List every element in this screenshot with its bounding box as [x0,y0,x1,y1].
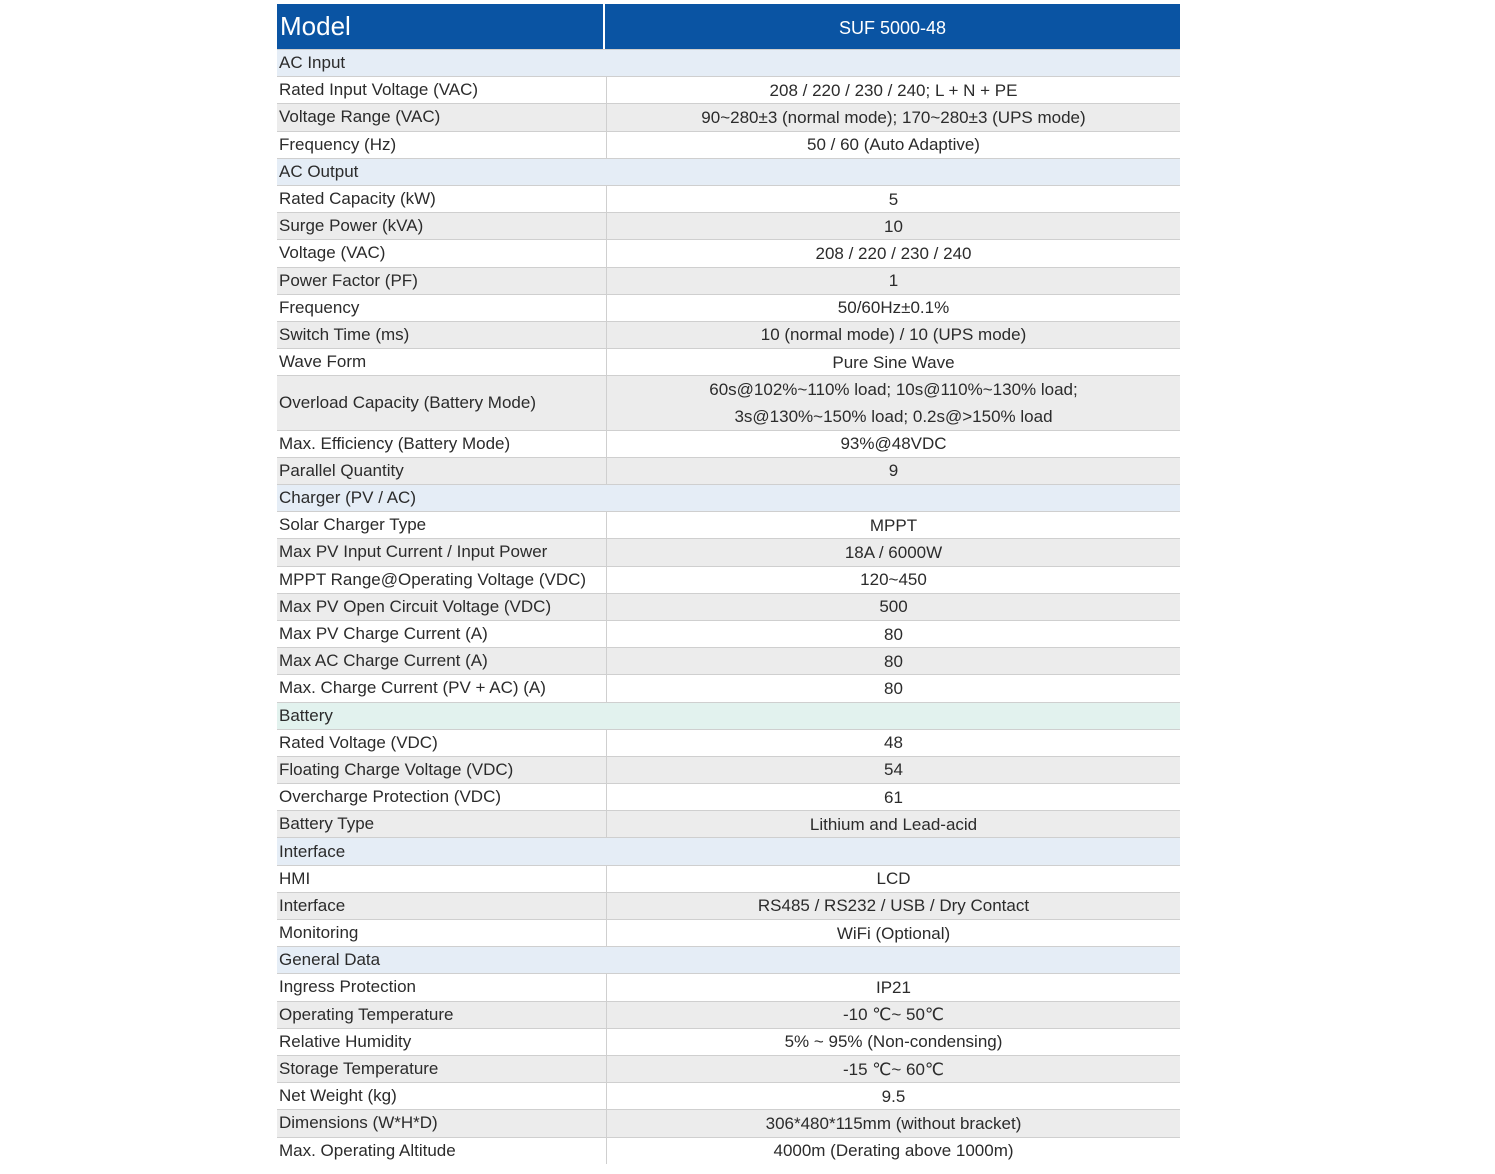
table-row [277,783,1180,810]
spec-label: Ingress Protection [277,974,607,1000]
spec-label: Rated Input Voltage (VAC) [277,77,607,103]
table-row [277,212,1180,239]
spec-value: 306*480*115mm (without bracket) [765,1113,1022,1133]
table-row [277,1055,1180,1082]
spec-label: Max AC Charge Current (A) [277,648,607,674]
spec-value: 18A / 6000W [844,542,943,562]
table-row [277,1082,1180,1109]
spec-value: RS485 / RS232 / USB / Dry Contact [757,896,1030,916]
spec-value: IP21 [876,977,911,997]
spec-label: Interface [277,893,607,919]
table-row [277,511,1180,538]
spec-label: Max. Efficiency (Battery Mode) [277,431,607,457]
table-row [277,185,1180,212]
table-row [277,538,1180,565]
table-row [277,76,1180,103]
table-row [277,620,1180,647]
spec-label: Overload Capacity (Battery Mode) [277,376,607,429]
spec-label: Wave Form [277,349,607,375]
spec-label: Voltage (VAC) [277,240,607,266]
spec-value: 10 (normal mode) / 10 (UPS mode) [760,325,1027,345]
spec-label: Rated Voltage (VDC) [277,730,607,756]
section-title: Charger (PV / AC) [279,488,416,508]
spec-value: -15 ℃~ 60℃ [842,1059,945,1079]
spec-value: 9.5 [881,1086,906,1106]
table-row [277,892,1180,919]
table-row [277,865,1180,892]
spec-label: Max PV Charge Current (A) [277,621,607,647]
section-header [277,702,1180,729]
spec-value: 93%@48VDC [840,434,947,454]
table-row [277,566,1180,593]
table-row [277,1001,1180,1028]
spec-label: Storage Temperature [277,1056,607,1082]
spec-label: Voltage Range (VAC) [277,104,607,130]
spec-label: Net Weight (kg) [277,1083,607,1109]
spec-label: Floating Charge Voltage (VDC) [277,757,607,783]
spec-value: 5% ~ 95% (Non-condensing) [784,1032,1003,1052]
table-row [277,321,1180,348]
spec-value: 80 [884,651,903,671]
spec-label: Parallel Quantity [277,458,607,484]
spec-label: Monitoring [277,920,607,946]
spec-value: LCD [876,869,911,889]
spec-value: WiFi (Optional) [836,923,951,943]
spec-label: Battery Type [277,811,607,837]
table-row [277,430,1180,457]
spec-value: Pure Sine Wave [832,352,955,372]
spec-value: 60s@102%~110% load; 10s@110%~130% load; 3s@130%~150% load; 0.2s@>150% load [709,379,1078,426]
section-header [277,49,1180,76]
spec-value: 90~280±3 (normal mode); 170~280±3 (UPS mode) [701,107,1086,127]
spec-label: Frequency [277,295,607,321]
table-row [277,593,1180,620]
spec-value: 61 [884,787,903,807]
spec-label: Max PV Input Current / Input Power [277,539,607,565]
spec-value: -10 ℃~ 50℃ [842,1005,945,1025]
spec-value: 120~450 [860,570,927,590]
spec-value: 50/60Hz±0.1% [837,298,950,318]
section-title: Battery [279,705,333,725]
spec-label: Frequency (Hz) [277,132,607,158]
spec-value: 1 [888,271,899,291]
table-row [277,375,1180,429]
table-row [277,810,1180,837]
spec-label: Power Factor (PF) [277,268,607,294]
section-title: General Data [279,950,381,970]
spec-label: HMI [277,866,607,892]
spec-label: Max PV Open Circuit Voltage (VDC) [277,594,607,620]
spec-value: 50 / 60 (Auto Adaptive) [807,135,980,155]
table-row [277,973,1180,1000]
model-label: Model [277,4,605,49]
table-row [277,348,1180,375]
section-title: AC Output [279,161,359,181]
table-row [277,457,1180,484]
section-header [277,158,1180,185]
model-value: SUF 5000-48 [838,18,947,38]
spec-label: Overcharge Protection (VDC) [277,784,607,810]
spec-label: Dimensions (W*H*D) [277,1110,607,1136]
spec-label: Rated Capacity (kW) [277,186,607,212]
table-header [277,4,1180,49]
spec-value: 80 [884,678,903,698]
table-body [277,49,1180,1164]
spec-table [277,4,1180,1164]
table-row [277,131,1180,158]
spec-label: Max. Operating Altitude [277,1138,607,1164]
spec-value: 5 [888,189,899,209]
table-row [277,647,1180,674]
table-row [277,674,1180,701]
spec-label: MPPT Range@Operating Voltage (VDC) [277,567,607,593]
table-row [277,756,1180,783]
section-title: Interface [279,841,346,861]
table-row [277,1109,1180,1136]
table-row [277,1137,1180,1164]
spec-label: Solar Charger Type [277,512,607,538]
spec-label: Switch Time (ms) [277,322,607,348]
spec-value: 208 / 220 / 230 / 240; L + N + PE [769,80,1018,100]
spec-label: Relative Humidity [277,1029,607,1055]
spec-value: 80 [884,624,903,644]
spec-value: MPPT [869,515,918,535]
spec-value: Lithium and Lead-acid [809,814,978,834]
spec-value: 54 [884,760,903,780]
spec-label: Surge Power (kVA) [277,213,607,239]
section-header [277,484,1180,511]
spec-value: 9 [888,461,899,481]
table-row [277,919,1180,946]
table-row [277,1028,1180,1055]
table-row [277,294,1180,321]
table-row [277,267,1180,294]
table-row [277,729,1180,756]
table-row [277,103,1180,130]
spec-label: Max. Charge Current (PV + AC) (A) [277,675,607,701]
section-header [277,946,1180,973]
spec-value: 500 [879,597,908,617]
section-title: AC Input [279,53,346,73]
spec-label: Operating Temperature [277,1002,607,1028]
spec-value: 10 [884,216,903,236]
spec-value: 4000m (Derating above 1000m) [773,1141,1014,1161]
spec-value: 208 / 220 / 230 / 240 [815,243,972,263]
table-row [277,239,1180,266]
spec-value: 48 [884,733,903,753]
section-header [277,837,1180,864]
